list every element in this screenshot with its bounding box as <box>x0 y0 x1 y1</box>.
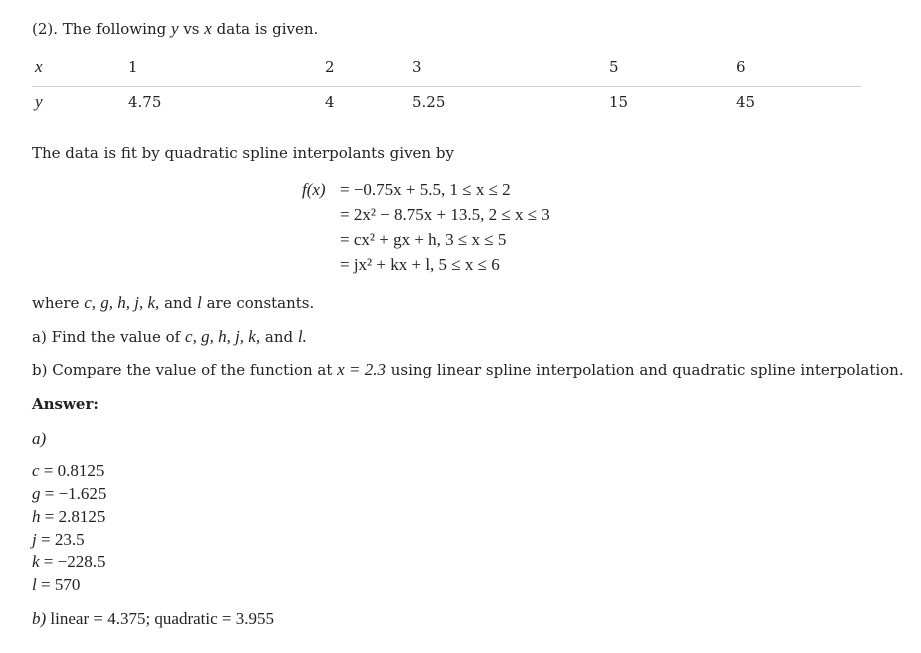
where-prefix: where <box>32 294 80 312</box>
equation-line-3: = cx² + gx + h, 3 ≤ x ≤ 5 <box>340 230 507 249</box>
part-a-and: and <box>264 328 294 346</box>
table-divider <box>32 86 861 87</box>
where-last: l <box>197 293 202 312</box>
answer-j-value: = 23.5 <box>36 530 85 549</box>
where-suffix: are constants. <box>206 294 315 312</box>
answer-c <box>32 461 104 481</box>
x-cell-4: 5 <box>609 58 619 76</box>
part-b-suffix: using linear spline interpolation and quadratic spline interpolation. <box>390 361 904 379</box>
answer-g <box>32 484 106 504</box>
part-b-expr: x = 2.3 <box>337 360 386 379</box>
answer-c-var: c <box>32 461 40 480</box>
y-cell-4: 15 <box>609 93 629 111</box>
answer-j-var: j <box>32 530 37 549</box>
equation-line-4: = jx² + kx + l, 5 ≤ x ≤ 6 <box>340 255 500 274</box>
x-cell-1: 1 <box>128 58 138 76</box>
part-a-question <box>32 327 307 347</box>
answer-b-label: b) <box>32 609 47 628</box>
answer-a-label: a) <box>32 429 47 448</box>
answer-b-text: linear = 4.375; quadratic = 3.955 <box>46 609 275 628</box>
answer-g-value: = −1.625 <box>40 484 107 503</box>
x-cell-2: 2 <box>325 58 335 76</box>
part-a-last: l. <box>297 327 307 346</box>
answer-l-var: l <box>32 575 37 594</box>
part-a-prefix: a) Find the value of <box>32 328 181 346</box>
heading-var-x: x <box>204 19 212 38</box>
heading-suffix: data is given. <box>216 20 319 38</box>
answer-k-value: = −228.5 <box>39 552 106 571</box>
y-cell-2: 4 <box>325 93 335 111</box>
part-b-prefix: b) Compare the value of the function at <box>32 361 333 379</box>
equation-lhs: f(x) <box>302 180 326 199</box>
row-x-label: x <box>35 57 43 76</box>
answer-k-var: k <box>32 552 40 571</box>
answer-h-var: h <box>32 507 41 526</box>
where-line <box>32 293 314 313</box>
answer-l-value: = 570 <box>36 575 81 594</box>
y-cell-1: 4.75 <box>128 93 162 111</box>
answer-j <box>32 530 85 550</box>
part-b-question <box>32 360 904 380</box>
part-a-constants: c, g, h, j, k, <box>185 327 261 346</box>
y-cell-5: 45 <box>736 93 756 111</box>
fit-intro: The data is fit by quadratic spline interpolants given by <box>32 144 454 162</box>
answer-l <box>32 575 80 595</box>
x-cell-3: 3 <box>412 58 422 76</box>
equation-line-2: = 2x² − 8.75x + 13.5, 2 ≤ x ≤ 3 <box>340 205 550 224</box>
x-cell-5: 6 <box>736 58 746 76</box>
answer-c-value: = 0.8125 <box>39 461 105 480</box>
where-and: and <box>164 294 193 312</box>
heading-var-y: y <box>170 19 179 38</box>
answer-g-var: g <box>32 484 41 503</box>
y-cell-3: 5.25 <box>412 93 446 111</box>
equation-line-1: = −0.75x + 5.5, 1 ≤ x ≤ 2 <box>340 180 511 199</box>
answer-h-value: = 2.8125 <box>40 507 106 526</box>
answer-k <box>32 552 105 572</box>
answer-h <box>32 507 105 527</box>
where-constants: c, g, h, j, k, <box>84 293 160 312</box>
problem-heading <box>32 19 318 39</box>
heading-prefix: (2). The following <box>32 20 167 38</box>
answer-b <box>32 609 274 629</box>
row-y-label: y <box>35 92 43 111</box>
answer-label: Answer: <box>32 395 99 413</box>
heading-vs: vs <box>183 20 200 38</box>
